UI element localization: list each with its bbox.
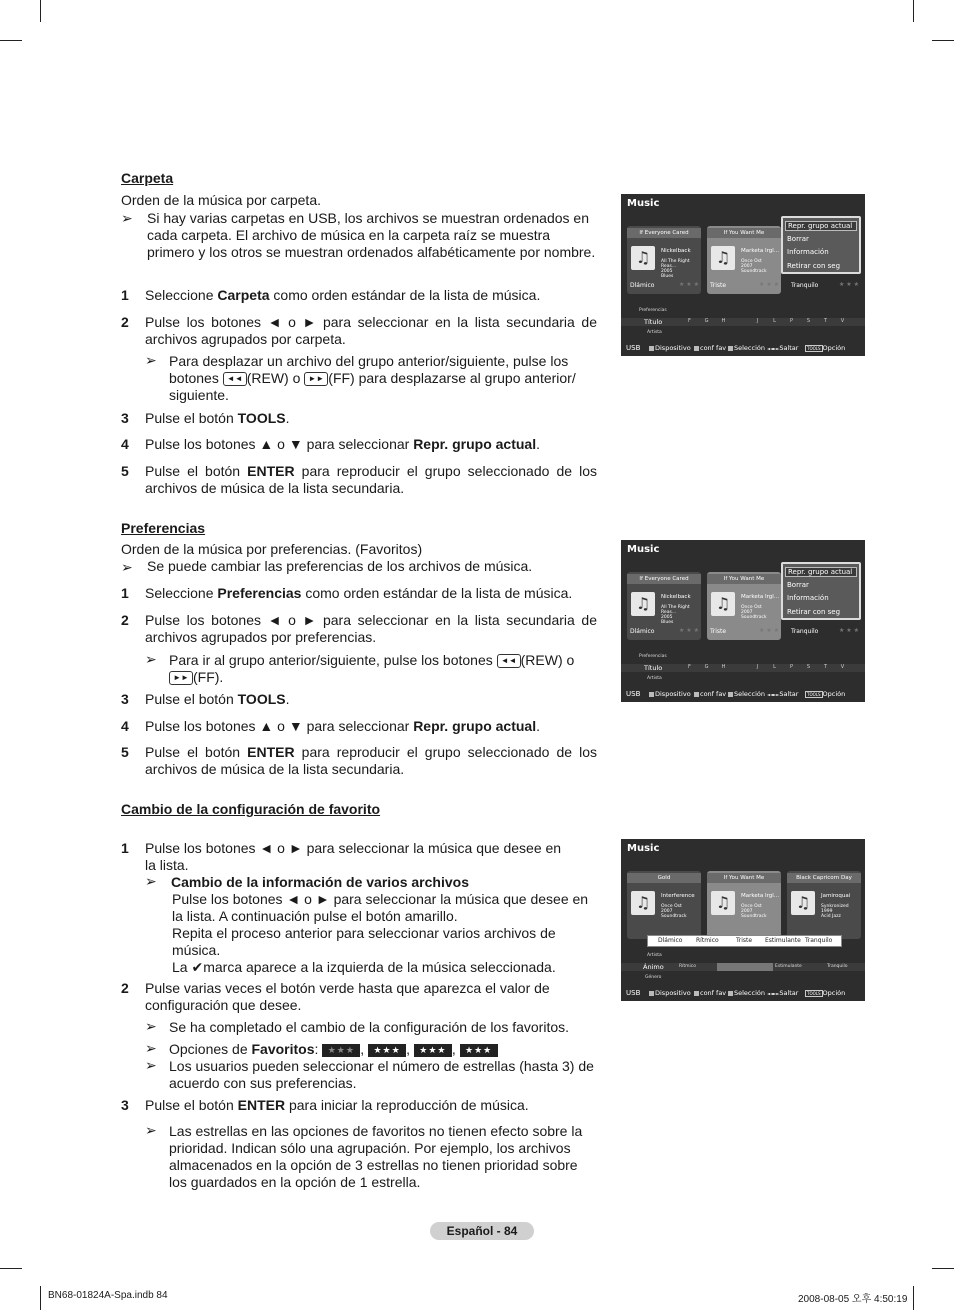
step-bold: Repr. grupo actual	[413, 436, 537, 452]
music-note-icon: ♫	[631, 891, 655, 915]
star-option-icon: ★★★	[322, 1044, 360, 1057]
screen-title: Music	[627, 843, 660, 854]
bar-label[interactable]: Estimulante	[775, 964, 802, 969]
letter[interactable]: S	[806, 318, 811, 324]
card-title: If You Want Me	[707, 873, 781, 883]
step-text: Pulse el botón	[145, 691, 238, 707]
tools-menu	[781, 562, 861, 620]
genre-label: Género	[645, 975, 662, 980]
mood-option[interactable]: Tranquilo	[805, 937, 833, 944]
sort-label: Título	[644, 318, 663, 326]
crop-mark	[40, 0, 41, 22]
step-2	[121, 314, 597, 348]
meta-line: Blues	[661, 620, 674, 625]
note-arrow: ➢	[145, 1122, 157, 1138]
hint	[694, 344, 726, 352]
crop-mark	[932, 1268, 954, 1269]
step-text: Pulse varias veces el botón verde hasta que aparezca el valor de configuración que desee.	[145, 980, 550, 1013]
hint	[649, 690, 691, 698]
sub-text: marca aparece a la izquierda de la música seleccionada.	[203, 959, 556, 975]
step-bold: ENTER	[237, 1097, 286, 1113]
step-3-note: Las estrellas en las opciones de favoritos no tienen efecto sobre la prioridad. Indican sólo una agrupación. Por ejemplo, los archivos almacenados en la opción de 3 estrellas no tienen prioridad sobre los guardados en la opción de 1 estrella.	[169, 1123, 583, 1190]
step-number: 5	[121, 744, 129, 760]
card-title: If You Want Me	[707, 228, 781, 238]
meta-line: Soundtrack	[741, 615, 767, 620]
step-number: 4	[121, 718, 129, 734]
music-card[interactable]	[787, 871, 861, 939]
menu-item-repr-grupo[interactable]: Repr. grupo actual	[785, 221, 857, 231]
note-text: (FF) para desplazarse al grupo anterior/ siguiente.	[169, 370, 576, 403]
hint-text: Saltar	[779, 690, 799, 698]
hint	[728, 690, 765, 698]
step-number: 3	[121, 1097, 129, 1113]
step-text: .	[536, 718, 540, 734]
step-text: Pulse los botones ◄ o ► para seleccionar en la lista secundaria de archivos agrupados por preferencias.	[145, 612, 597, 645]
letter[interactable]: J	[756, 664, 759, 670]
step-5	[121, 744, 597, 778]
step-text: Seleccione	[145, 287, 218, 303]
section-heading-preferencias: Preferencias	[121, 520, 206, 536]
skip-icon: ◄◄►►	[767, 346, 780, 351]
card-meta	[741, 904, 767, 919]
step-bold: Preferencias	[217, 585, 302, 601]
sort-label: Título	[644, 664, 663, 672]
sub-line-3	[172, 959, 592, 976]
step-4	[121, 718, 597, 735]
card-title: Gold	[627, 873, 701, 883]
step-number: 1	[121, 585, 129, 601]
sub-line-2: Repita el proceso anterior para seleccionar varios archivos de música.	[172, 925, 556, 958]
note-arrow: ➢	[145, 1040, 157, 1056]
footer-date: 2008-08-05 오후 4:50:19	[798, 1294, 908, 1305]
crop-mark	[0, 1268, 22, 1269]
hint	[728, 344, 765, 352]
step-1	[121, 585, 597, 602]
letter[interactable]: P	[789, 318, 793, 324]
hint-text: Opción	[822, 344, 846, 352]
step-4	[121, 436, 597, 453]
hint-text: Opción	[822, 690, 846, 698]
tv-screen-favorito	[621, 839, 865, 1001]
star-icon: ★ ★ ★	[759, 627, 779, 634]
star-option-icon: ★★★	[368, 1044, 406, 1057]
screen-title: Music	[627, 544, 660, 555]
letter[interactable]: L	[773, 318, 776, 324]
meta-line: 2005	[661, 615, 673, 620]
screen-bottom-bar	[621, 985, 865, 1001]
letter[interactable]: G	[704, 664, 709, 670]
menu-item-retirar[interactable]: Retirar con seg	[787, 608, 841, 616]
star-icon: ★ ★ ★	[759, 281, 779, 288]
tv-screen-preferencias	[621, 540, 865, 702]
letter[interactable]: L	[773, 664, 776, 670]
card-artist: Interference	[661, 893, 695, 899]
crop-mark	[0, 40, 22, 41]
ff-icon: ►►	[169, 671, 193, 685]
card-artist: Marketa Irgl...	[741, 594, 780, 600]
step-text: Pulse el botón	[145, 463, 248, 479]
note-bold: Favoritos	[251, 1041, 315, 1057]
star-option-icon: ★★★	[460, 1044, 498, 1057]
sub-title-text: Cambio de la información de varios archivos	[171, 874, 469, 890]
pref-label: Preferencias	[639, 654, 667, 659]
step-number: 1	[121, 840, 129, 856]
tools-key-icon: TOOLS	[807, 691, 821, 697]
sub-title	[171, 874, 469, 891]
meta-line: 1999	[821, 909, 833, 914]
hint	[805, 344, 845, 352]
step-text: Pulse el botón	[145, 410, 238, 426]
usb-label: USB	[626, 344, 641, 352]
note-text: Para ir al grupo anterior/siguiente, pulse los botones	[169, 652, 497, 668]
step-text: Seleccione	[145, 585, 218, 601]
step-text: para reproducir el grupo seleccionado de los archivos de música de la lista secundaria.	[145, 463, 598, 496]
step-2-note-1: Se ha completado el cambio de la configuración de los favoritos.	[169, 1019, 570, 1035]
hint-text: conf fav	[700, 690, 727, 698]
sub-text: La	[172, 959, 192, 975]
hint-text: Selección	[734, 989, 765, 997]
bar-selected	[717, 963, 773, 971]
step-5	[121, 463, 597, 497]
note-arrow: ➢	[121, 559, 133, 575]
note-text: (FF).	[193, 669, 224, 685]
meta-line: Acid Jazz	[821, 914, 841, 919]
hint	[767, 344, 798, 352]
comma: ,	[406, 1041, 410, 1057]
step-bold: Repr. grupo actual	[413, 718, 537, 734]
hint	[805, 989, 845, 997]
hint-text: Dispositivo	[655, 690, 691, 698]
section-heading-carpeta: Carpeta	[121, 170, 174, 186]
meta-line: All The Right Reas...	[661, 259, 690, 269]
tools-key-icon: TOOLS	[807, 990, 821, 996]
step-number: 2	[121, 612, 129, 628]
note-arrow: ➢	[145, 873, 157, 889]
menu-item-informacion[interactable]: Información	[787, 594, 829, 602]
note-text: (REW) o	[246, 370, 305, 386]
step-1	[121, 840, 571, 874]
letter[interactable]: H	[721, 664, 726, 670]
group-label: Triste	[710, 628, 727, 635]
mood-option[interactable]: Triste	[736, 937, 753, 944]
screen-bottom-bar	[621, 686, 865, 702]
hint	[649, 344, 691, 352]
step-text: Pulse los botones ◄ o ► para seleccionar la música que desee en la lista.	[145, 840, 562, 873]
meta-line: Synkronized	[821, 904, 849, 909]
letter[interactable]: S	[806, 664, 811, 670]
hint-text: Saltar	[779, 989, 799, 997]
footer-file: BN68-01824A-Spa.indb 84	[48, 1290, 168, 1301]
music-note-icon: ♫	[711, 592, 735, 616]
letter[interactable]: J	[756, 318, 759, 324]
music-note-icon: ♫	[631, 592, 655, 616]
note-text: (REW) o	[520, 652, 575, 668]
section-heading-favorito: Cambio de la configuración de favorito	[121, 801, 381, 817]
step-bold: TOOLS	[237, 691, 286, 707]
step-bold: Carpeta	[217, 287, 270, 303]
hint	[767, 989, 798, 997]
card-artist: Nickelback	[661, 248, 691, 254]
intro-preferencias: Orden de la música por preferencias. (Favoritos)	[121, 541, 423, 557]
card-meta	[661, 904, 687, 919]
menu-item-informacion[interactable]: Información	[787, 248, 829, 256]
card-title: If You Want Me	[707, 574, 781, 584]
meta-line: 2005	[661, 269, 673, 274]
mood-option[interactable]: Rítmico	[696, 937, 719, 944]
note-text: :	[314, 1041, 319, 1057]
mood-option[interactable]: Dlámico	[658, 937, 683, 944]
step-text: .	[536, 436, 540, 452]
step-text: .	[285, 410, 290, 426]
letter[interactable]: F	[688, 664, 691, 670]
step-3	[121, 1097, 597, 1114]
step-text: .	[285, 691, 290, 707]
music-card[interactable]	[627, 871, 701, 939]
meta-line: 2007	[661, 909, 673, 914]
menu-item-borrar[interactable]: Borrar	[787, 235, 809, 243]
note-arrow: ➢	[145, 1057, 157, 1073]
meta-line: Once Ost	[661, 904, 682, 909]
note-text: Opciones de	[169, 1041, 252, 1057]
letter[interactable]: H	[721, 318, 726, 324]
step-text: como orden estándar de la lista de música.	[301, 585, 573, 601]
page-number: Español - 84	[430, 1222, 534, 1240]
star-icon: ★ ★ ★	[679, 281, 699, 288]
music-note-icon: ♫	[711, 246, 735, 270]
usb-label: USB	[626, 690, 641, 698]
step-text: como orden estándar de la lista de música.	[269, 287, 541, 303]
check-icon: ✔	[191, 959, 204, 975]
meta-line: Soundtrack	[741, 269, 767, 274]
meta-line: Once Ost	[741, 605, 762, 610]
music-card-selected[interactable]	[707, 871, 781, 939]
meta-line: 2007	[741, 909, 753, 914]
hint-text: Saltar	[779, 344, 799, 352]
card-title: If Everyone Cared	[627, 574, 701, 584]
step-number: 3	[121, 691, 129, 707]
step-text: Pulse los botones ◄ o ► para seleccionar en la lista secundaria de archivos agrupados por carpeta.	[145, 314, 597, 347]
hint-text: Selección	[734, 344, 765, 352]
star-icon: ★ ★ ★	[839, 281, 859, 288]
card-title: Black Capricorn Day	[787, 873, 861, 883]
screen-bottom-bar	[621, 340, 865, 356]
step-text: Pulse el botón	[145, 1097, 238, 1113]
music-note-icon: ♫	[791, 891, 815, 915]
step-number: 2	[121, 314, 129, 330]
step-text: para reproducir el grupo seleccionado de los archivos de música de la lista secundaria.	[145, 744, 598, 777]
meta-line: 2007	[741, 264, 753, 269]
artist-label: Artista	[647, 953, 662, 958]
hint-text: Opción	[822, 989, 846, 997]
letter[interactable]: T	[823, 318, 828, 324]
step-number: 1	[121, 287, 129, 303]
card-artist: Marketa Irgl...	[741, 893, 780, 899]
step-3	[121, 410, 597, 427]
step-number: 4	[121, 436, 129, 452]
star-icon: ★ ★ ★	[679, 627, 699, 634]
note-preferencias: Se puede cambiar las preferencias de los archivos de música.	[147, 558, 533, 574]
step-3	[121, 691, 597, 708]
letter[interactable]: V	[840, 664, 845, 670]
step-text: Pulse los botones ▲ o ▼ para seleccionar	[145, 718, 414, 734]
card-title: If Everyone Cared	[627, 228, 701, 238]
hint-text: Dispositivo	[655, 989, 691, 997]
rew-icon: ◄◄	[497, 654, 521, 668]
meta-line: 2007	[741, 610, 753, 615]
tools-menu	[781, 216, 861, 274]
meta-line: All The Right Reas...	[661, 605, 690, 615]
artist-label: Artista	[647, 330, 662, 335]
step-1	[121, 287, 597, 304]
music-note-icon: ♫	[631, 246, 655, 270]
step-2-note	[169, 652, 589, 686]
letter-index	[681, 318, 851, 324]
step-number: 2	[121, 980, 129, 996]
pref-label: Preferencias	[639, 308, 667, 313]
hint-text: conf fav	[700, 989, 727, 997]
crop-mark	[913, 1286, 914, 1310]
rew-icon: ◄◄	[223, 372, 247, 386]
mood-selector	[647, 935, 842, 947]
group-label: Tranquilo	[791, 628, 819, 635]
letter[interactable]: G	[704, 318, 709, 324]
step-2-note-2	[169, 1041, 589, 1058]
note-arrow: ➢	[145, 352, 157, 368]
star-icon: ★ ★ ★	[839, 627, 859, 634]
step-2-note	[169, 353, 589, 404]
hint-text: Selección	[734, 690, 765, 698]
card-artist: Jamiroquai	[821, 893, 851, 899]
hint-text: Dispositivo	[655, 344, 691, 352]
letter[interactable]: V	[840, 318, 845, 324]
tv-screen-carpeta	[621, 194, 865, 356]
menu-item-borrar[interactable]: Borrar	[787, 581, 809, 589]
step-bold: TOOLS	[237, 410, 286, 426]
step-text: Pulse los botones ▲ o ▼ para seleccionar	[145, 436, 414, 452]
letter[interactable]: P	[789, 664, 793, 670]
screen-title: Music	[627, 198, 660, 209]
meta-line: Soundtrack	[741, 914, 767, 919]
note-arrow: ➢	[145, 1018, 157, 1034]
hint	[694, 989, 726, 997]
card-meta	[821, 904, 849, 919]
letter-index	[681, 664, 851, 670]
usb-label: USB	[626, 989, 641, 997]
group-label: Triste	[710, 282, 727, 289]
comma: ,	[451, 1041, 456, 1057]
group-label: Tranquilo	[791, 282, 819, 289]
step-2	[121, 980, 561, 1014]
sub-line-1: Pulse los botones ◄ o ► para seleccionar la música que desee en la lista. A continuación pulse el botón amarillo.	[172, 891, 589, 924]
crop-mark	[932, 40, 954, 41]
hint	[805, 690, 845, 698]
card-artist: Marketa Irgl...	[741, 248, 780, 254]
bar-label[interactable]: Tranquilo	[827, 964, 848, 969]
card-meta	[741, 259, 767, 274]
mood-option[interactable]: Estimulante	[765, 937, 801, 944]
hint	[649, 989, 691, 997]
note-arrow: ➢	[145, 651, 157, 667]
letter[interactable]: F	[688, 318, 691, 324]
step-text: para iniciar la reproducción de música.	[285, 1097, 529, 1113]
bar-label[interactable]: Rítmico	[679, 964, 697, 969]
star-option-icon: ★★★	[414, 1044, 452, 1057]
step-bold: ENTER	[247, 463, 295, 479]
letter[interactable]: T	[823, 664, 828, 670]
card-meta	[741, 605, 767, 620]
comma: ,	[360, 1041, 365, 1057]
ff-icon: ►►	[304, 372, 328, 386]
step-number: 3	[121, 410, 129, 426]
music-note-icon: ♫	[711, 891, 735, 915]
hint	[694, 690, 726, 698]
skip-icon: ◄◄►►	[767, 692, 780, 697]
group-label: Dlámico	[630, 282, 655, 289]
step-2	[121, 612, 597, 646]
meta-line: Blues	[661, 274, 674, 279]
hint	[728, 989, 765, 997]
sort-label: Ánimo	[643, 963, 664, 971]
card-artist: Nickelback	[661, 594, 691, 600]
hint	[767, 690, 798, 698]
meta-line: Once Ost	[741, 904, 762, 909]
hint-text: conf fav	[700, 344, 727, 352]
step-2-note-3: Los usuarios pueden seleccionar el número de estrellas (hasta 3) de acuerdo con sus preferencias.	[169, 1058, 594, 1091]
meta-line: Soundtrack	[661, 914, 687, 919]
group-label: Dlámico	[630, 628, 655, 635]
crop-mark	[913, 0, 914, 22]
card-meta	[661, 605, 701, 625]
crop-mark	[40, 1286, 41, 1310]
step-bold: ENTER	[247, 744, 295, 760]
artist-label: Artista	[647, 676, 662, 681]
menu-item-retirar[interactable]: Retirar con seg	[787, 262, 841, 270]
intro-carpeta: Orden de la música por carpeta.	[121, 192, 321, 208]
step-text: Pulse el botón	[145, 744, 248, 760]
card-meta	[661, 259, 701, 279]
skip-icon: ◄◄►►	[767, 991, 780, 996]
note-text: Para desplazar un archivo del grupo anterior/siguiente, pulse los botones	[169, 353, 569, 386]
note-arrow: ➢	[121, 210, 133, 226]
menu-item-repr-grupo[interactable]: Repr. grupo actual	[785, 567, 857, 577]
note-carpeta: Si hay varias carpetas en USB, los archivos se muestran ordenados en cada carpeta. El archivo de música en la carpeta raíz se muestra primero y los otros se muestran ordenados alfabéticamente por nombre.	[147, 210, 596, 260]
meta-line: Once Ost	[741, 259, 762, 264]
step-number: 5	[121, 463, 129, 479]
tools-key-icon: TOOLS	[807, 345, 821, 351]
